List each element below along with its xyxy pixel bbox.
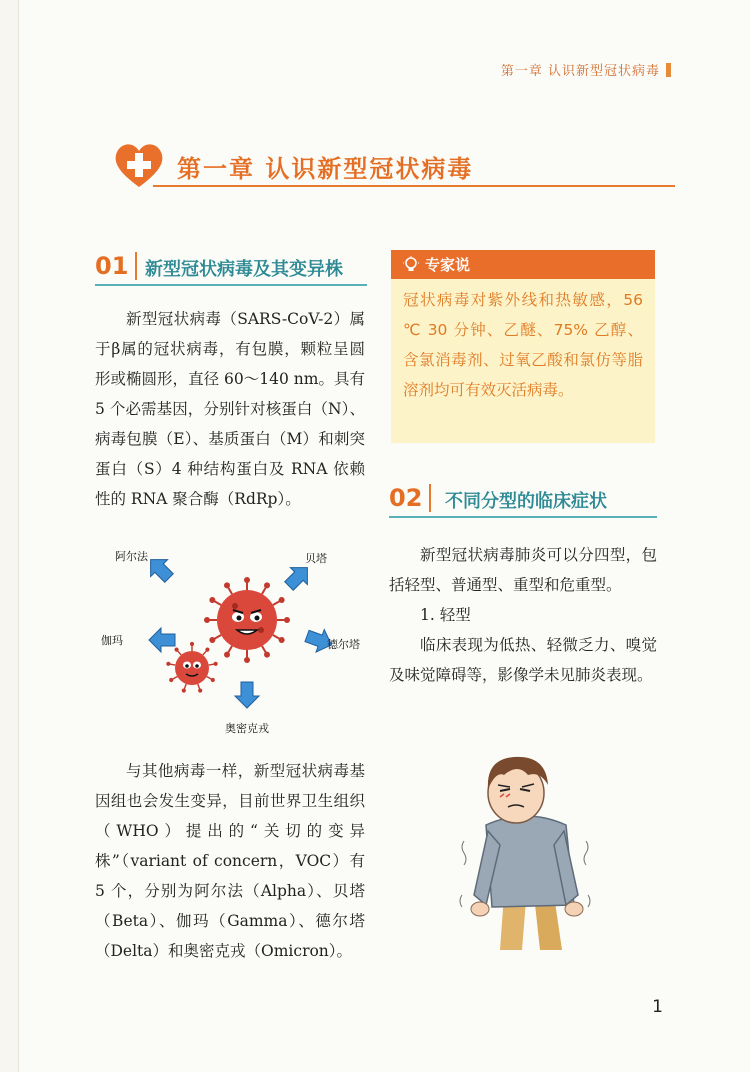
paragraph-text: 新型冠状病毒肺炎可以分四型，包括轻型、普通型、重型和危重型。 [389,546,657,594]
label-omicron: 奥密克戎 [225,722,269,735]
section-underline [95,284,367,286]
variant-diagram [97,540,377,745]
section-01-paragraph-2 [95,756,365,966]
expert-tip-text: 冠状病毒对紫外线和热敏感，56 ℃ 30 分钟、乙醚、75% 乙醇、含氯消毒剂、过氧乙酸和氯仿等脂溶剂均可有效灭活病毒。 [403,291,643,399]
paragraph-text: 与其他病毒一样，新型冠状病毒基因组也会发生变异，目前世界卫生组织（WHO）提出的“关切的变异株”（variant of concern，VOC）有 5 个，分别为阿尔法（Alpha）、贝塔（Beta）、伽玛（Gamma）、德尔塔（Delta）和奥密克戎（Omicron）。 [95,762,365,960]
running-head [501,60,671,79]
sick-person-graphic [456,745,596,957]
paragraph-text: 新型冠状病毒（SARS-CoV-2）属于β属的冠状病毒，有包膜，颗粒呈圆形或椭圆形，直径 60～140 nm。具有 5 个必需基因，分别针对核蛋白（N）、病毒包膜（E）、基质蛋白（M）和刺突蛋白（S）4 种结构蛋白及 RNA 依赖性的 RNA 聚合酶（RdRp）。 [95,310,365,508]
section-title: 不同分型的临床症状 [445,491,607,512]
chapter-underline [153,185,675,187]
section-divider [429,484,431,512]
section-01-heading [95,250,367,286]
section-number: 01 [95,252,129,280]
book-page [18,0,750,1072]
subheading-mild-type: 1. 轻型 [420,606,471,624]
chapter-heading [113,141,675,189]
expert-tip-header [391,250,655,279]
page-number: 1 [652,997,663,1017]
expert-tip-box [391,250,655,443]
arrow-left-icon [149,628,175,652]
running-head-marker [666,63,671,77]
paragraph-text: 临床表现为低热、轻微乏力、嗅觉及味觉障碍等，影像学未见肺炎表现。 [389,636,657,684]
section-02-heading [389,482,657,518]
arrow-down-icon [235,682,259,708]
heart-plus-icon [113,141,165,189]
expert-tip-title: 专家说 [425,256,471,274]
large-virus-icon [204,577,290,663]
section-underline [389,516,657,518]
section-01-paragraph-1 [95,304,365,514]
label-delta: 德尔塔 [327,638,360,651]
section-02-text [389,540,657,690]
label-gamma: 伽玛 [101,634,123,647]
chapter-title: 第一章 认识新型冠状病毒 [177,155,474,183]
small-virus-icon [166,642,218,693]
section-number: 02 [389,484,423,512]
section-title: 新型冠状病毒及其变异株 [145,259,343,280]
section-divider [135,252,137,280]
label-alpha: 阿尔法 [115,550,148,563]
sick-person-illustration [456,745,596,957]
lightbulb-icon [403,256,419,274]
label-beta: 贝塔 [305,552,327,565]
running-head-text: 第一章 认识新型冠状病毒 [500,64,660,79]
